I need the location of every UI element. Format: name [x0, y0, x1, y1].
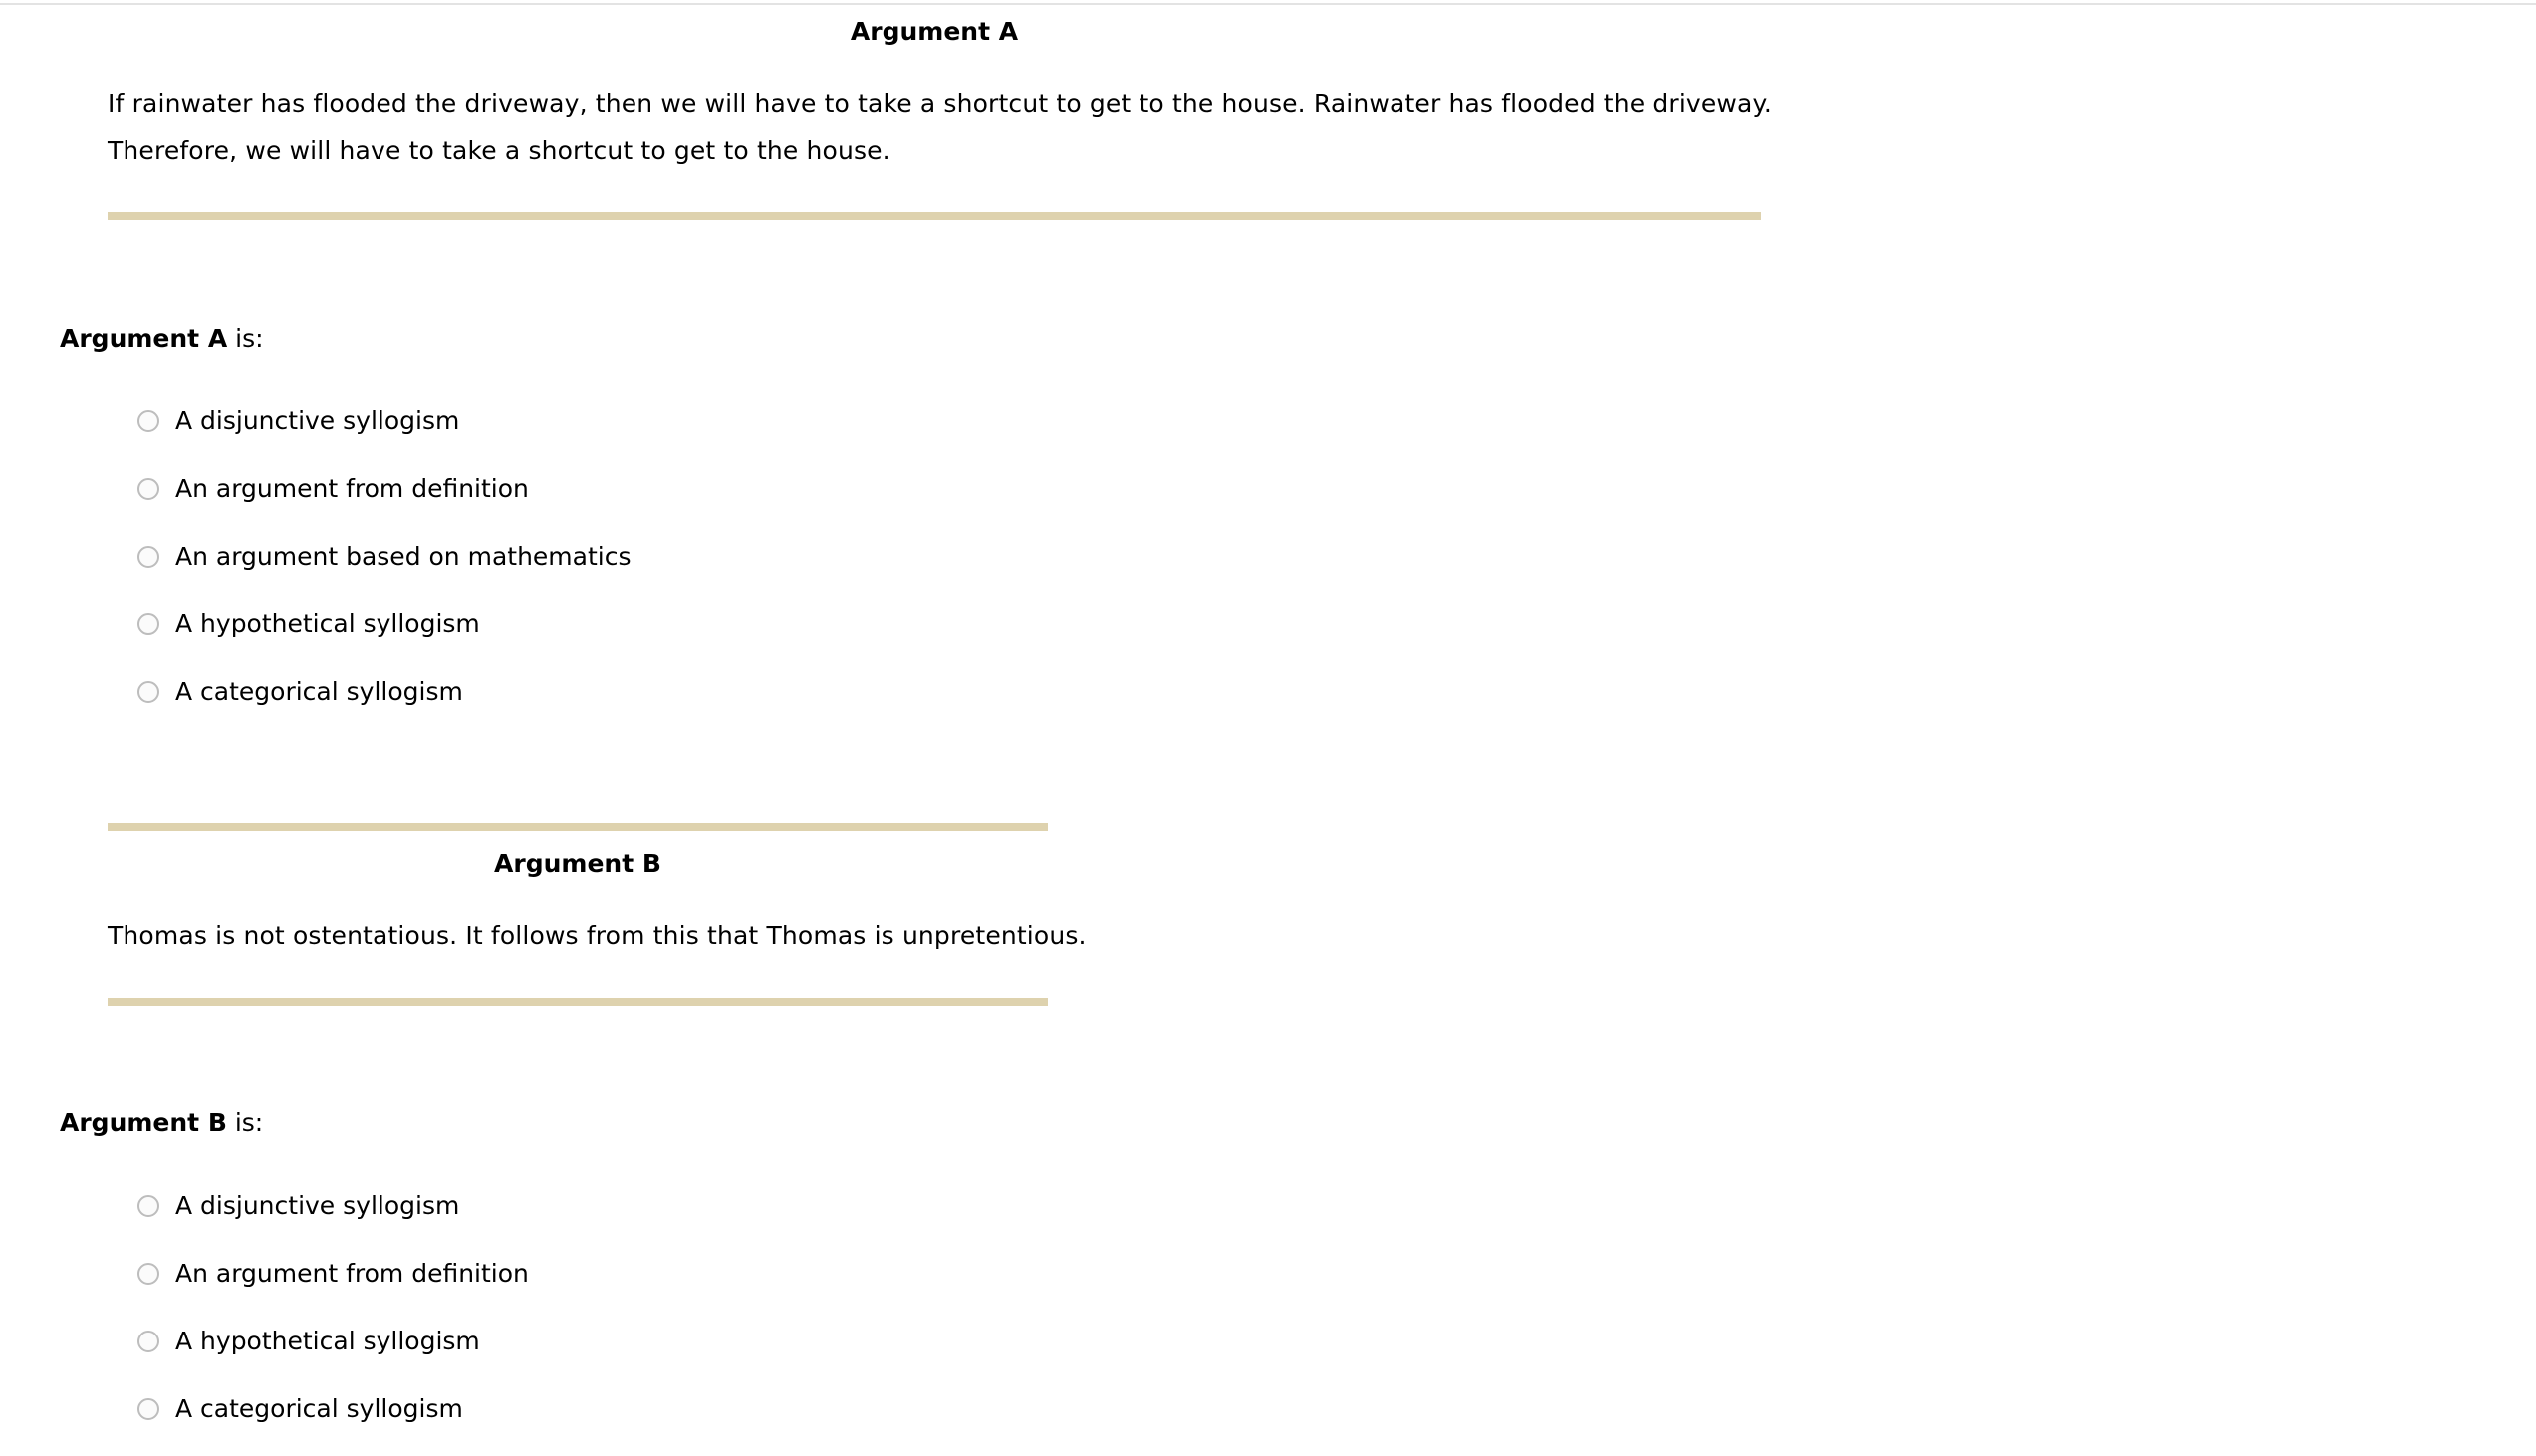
radio-button[interactable] [137, 410, 159, 432]
radio-button[interactable] [137, 613, 159, 635]
radio-button[interactable] [137, 1263, 159, 1285]
option-label[interactable]: An argument from definition [175, 474, 529, 503]
option-label[interactable]: A categorical syllogism [175, 677, 463, 706]
radio-button[interactable] [137, 478, 159, 500]
question-a-option[interactable] [137, 540, 631, 574]
question-b-option[interactable] [137, 1257, 529, 1291]
top-border [0, 3, 2536, 5]
argument-b-top-divider [108, 823, 1048, 831]
option-label[interactable]: A hypothetical syllogism [175, 609, 480, 638]
argument-b-title: Argument B [494, 849, 661, 878]
question-a-label-bold: Argument A [60, 324, 228, 353]
question-a-option[interactable] [137, 675, 463, 709]
option-label[interactable]: A disjunctive syllogism [175, 1191, 460, 1220]
argument-a-text-line1: If rainwater has flooded the driveway, then we will have to take a shortcut to get to the house. Rainwater has flooded the driveway. [108, 89, 1772, 118]
question-b-option[interactable] [137, 1189, 459, 1223]
question-b-label [60, 1107, 263, 1139]
argument-b-text: Thomas is not ostentatious. It follows from this that Thomas is unpretentious. [108, 921, 1087, 950]
argument-b-bottom-divider [108, 998, 1048, 1006]
option-label[interactable]: A categorical syllogism [175, 1394, 463, 1423]
option-label[interactable]: A hypothetical syllogism [175, 1327, 480, 1355]
radio-button[interactable] [137, 1195, 159, 1217]
radio-button[interactable] [137, 546, 159, 568]
question-b-label-bold: Argument B [60, 1108, 227, 1137]
option-label[interactable]: An argument based on mathematics [175, 542, 632, 571]
option-label[interactable]: An argument from definition [175, 1259, 529, 1288]
radio-button[interactable] [137, 681, 159, 703]
question-a-option[interactable] [137, 607, 480, 641]
argument-a-divider [108, 212, 1761, 220]
radio-button[interactable] [137, 1331, 159, 1352]
argument-a-text [108, 80, 1781, 175]
question-b-option[interactable] [137, 1392, 463, 1426]
radio-button[interactable] [137, 1398, 159, 1420]
argument-a-text-line2: Therefore, we will have to take a shortcut to get to the house. [108, 136, 890, 165]
question-a-option[interactable] [137, 404, 459, 438]
argument-a-title: Argument A [850, 17, 1019, 46]
question-a-label-rest: is: [227, 324, 264, 353]
question-b-option[interactable] [137, 1325, 480, 1358]
question-b-label-rest: is: [226, 1108, 264, 1137]
question-a-label [60, 323, 264, 355]
option-label[interactable]: A disjunctive syllogism [175, 406, 460, 435]
question-a-option[interactable] [137, 472, 529, 506]
